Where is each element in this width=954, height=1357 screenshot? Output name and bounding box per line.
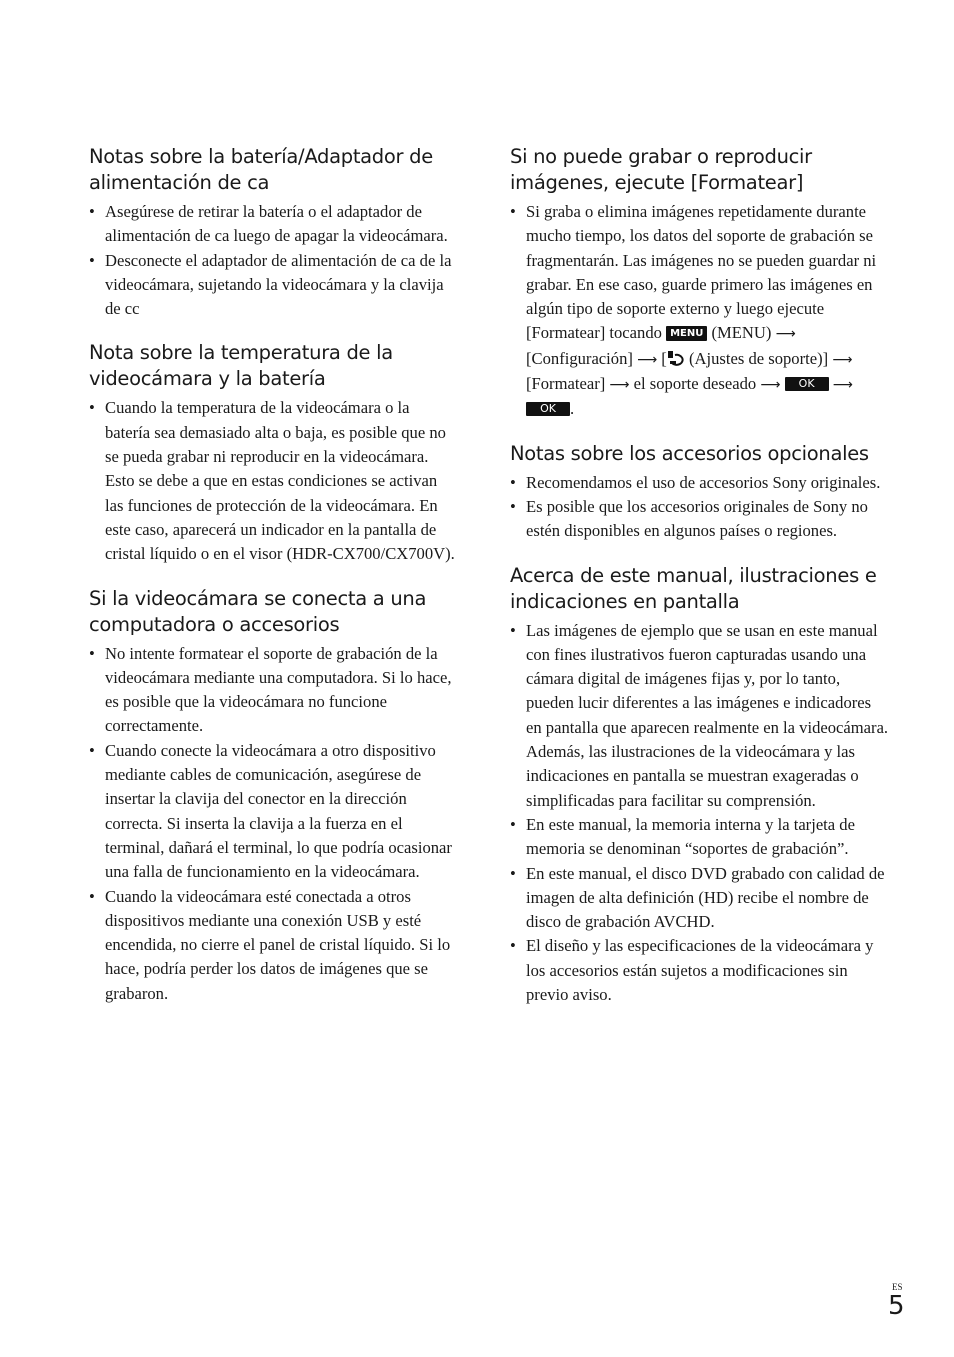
bullet-list — [89, 642, 457, 1006]
section-accessories — [510, 441, 890, 544]
ok-key-icon: OK — [526, 402, 570, 416]
right-arrow-icon: ⟶ — [775, 326, 796, 343]
section-computer-connection — [89, 586, 457, 1006]
list-item: • El diseño y las especificaciones de la videocámara y los accesorios están sujetos a modificaciones sin previo aviso. — [510, 934, 890, 1007]
media-settings-text: (Ajustes de soporte)] — [688, 348, 829, 368]
settings-text: [Configuración] — [526, 348, 633, 368]
menu-text: (MENU) — [711, 323, 772, 343]
bullet-list — [510, 619, 890, 1008]
bracket-open: [ — [661, 348, 667, 368]
sentence-end: . — [570, 399, 575, 419]
list-item: • En este manual, la memoria interna y la tarjeta de memoria se denominan “soportes de grabación”. — [510, 813, 890, 862]
right-arrow-icon: ⟶ — [637, 351, 658, 368]
list-item: • En este manual, el disco DVD grabado con calidad de imagen de alta definición (HD) recibe el nombre de disco de grabación AVCHD. — [510, 862, 890, 935]
bullet-list — [89, 396, 457, 566]
section-title: Acerca de este manual, ilustraciones e indicaciones en pantalla — [510, 563, 877, 613]
left-column — [89, 144, 457, 1025]
section-format — [510, 144, 890, 422]
bullet-list — [89, 200, 457, 321]
section-manual-illustrations — [510, 563, 890, 1008]
section-title: Nota sobre la temperatura de la videocámara y la batería — [89, 341, 393, 391]
list-item: • Las imágenes de ejemplo que se usan en este manual con fines ilustrativos fueron capturadas usando una cámara digital de imágenes fijas y, por lo tanto, pueden lucir diferentes a las imágenes e indicadores en pantalla que aparecen realmente en la videocámara. Además, las ilustraciones de la videocámara y las indicaciones en pantalla se muestran exageradas o simplificadas para facilitar su comprensión. — [510, 619, 890, 813]
section-temperature — [89, 340, 457, 566]
bullet-list — [510, 471, 890, 544]
menu-key-icon: MENU — [666, 326, 707, 341]
list-item: • Desconecte el adaptador de alimentación de ca de la videocámara, sujetando la videocámara y la clavija de cc — [89, 249, 457, 322]
section-title: Si no puede grabar o reproducir imágenes, ejecute [Formatear] — [510, 145, 812, 194]
section-title: Notas sobre la batería/Adaptador de alimentación de ca — [89, 145, 433, 194]
section-battery-adapter — [89, 144, 457, 321]
list-item: • Asegúrese de retirar la batería o el adaptador de alimentación de ca luego de apagar la videocámara. — [89, 200, 457, 249]
right-arrow-icon: ⟶ — [609, 377, 630, 394]
page-number: 5 — [888, 1291, 905, 1321]
list-item: • Cuando conecte la videocámara a otro dispositivo mediante cables de comunicación, asegúrese de insertar la clavija del conector en la dirección correcta. Si inserta la clavija a la fuerza en el terminal, dañará el terminal, lo que podría ocasionar una falla de funcionamiento en la videocámara. — [89, 739, 457, 885]
list-item: • Es posible que los accesorios originales de Sony no estén disponibles en algunos países o regiones. — [510, 495, 890, 544]
format-label: [Formatear] — [526, 374, 606, 394]
page-footer — [888, 1282, 918, 1320]
list-item — [510, 200, 890, 422]
format-text: Si graba o elimina imágenes repetidamente durante mucho tiempo, los datos del soporte de grabación se fragmentarán. Las imágenes no se pueden guardar ni grabar. En ese caso, guarde primero las imágenes en algún tipo de soporte externo y luego ejecute [Formatear] tocando — [526, 202, 877, 343]
right-arrow-icon: ⟶ — [760, 377, 781, 394]
right-arrow-icon: ⟶ — [832, 377, 853, 394]
section-title: Notas sobre los accesorios opcionales — [510, 441, 869, 465]
list-item: • Cuando la temperatura de la videocámara o la batería sea demasiado alta o baja, es posible que no se pueda grabar ni reproducir en la videocámara. Esto se debe a que en estas condiciones se activan las funciones de protección de la videocámara. En este caso, aparecerá un indicador en la pantalla de cristal líquido o en el visor (HDR-CX700/CX700V). — [89, 396, 457, 566]
ok-key-icon: OK — [785, 377, 829, 391]
section-title: Si la videocámara se conecta a una computadora o accesorios — [89, 586, 427, 636]
media-settings-icon — [667, 350, 685, 366]
right-arrow-icon: ⟶ — [832, 351, 853, 368]
list-item: • Recomendamos el uso de accesorios Sony originales. — [510, 471, 890, 495]
right-column — [510, 144, 890, 1026]
bullet-list — [510, 200, 890, 422]
list-item: • Cuando la videocámara esté conectada a otros dispositivos mediante una conexión USB y esté encendida, no cierre el panel de cristal líquido. Si lo hace, podría perder los datos de imágenes que se grabaron. — [89, 885, 457, 1006]
desired-media-text: el soporte deseado — [633, 374, 757, 394]
language-code: ES — [892, 1282, 903, 1292]
list-item: • No intente formatear el soporte de grabación de la videocámara mediante una computadora. Si lo hace, es posible que la videocámara no funcione correctamente. — [89, 642, 457, 739]
